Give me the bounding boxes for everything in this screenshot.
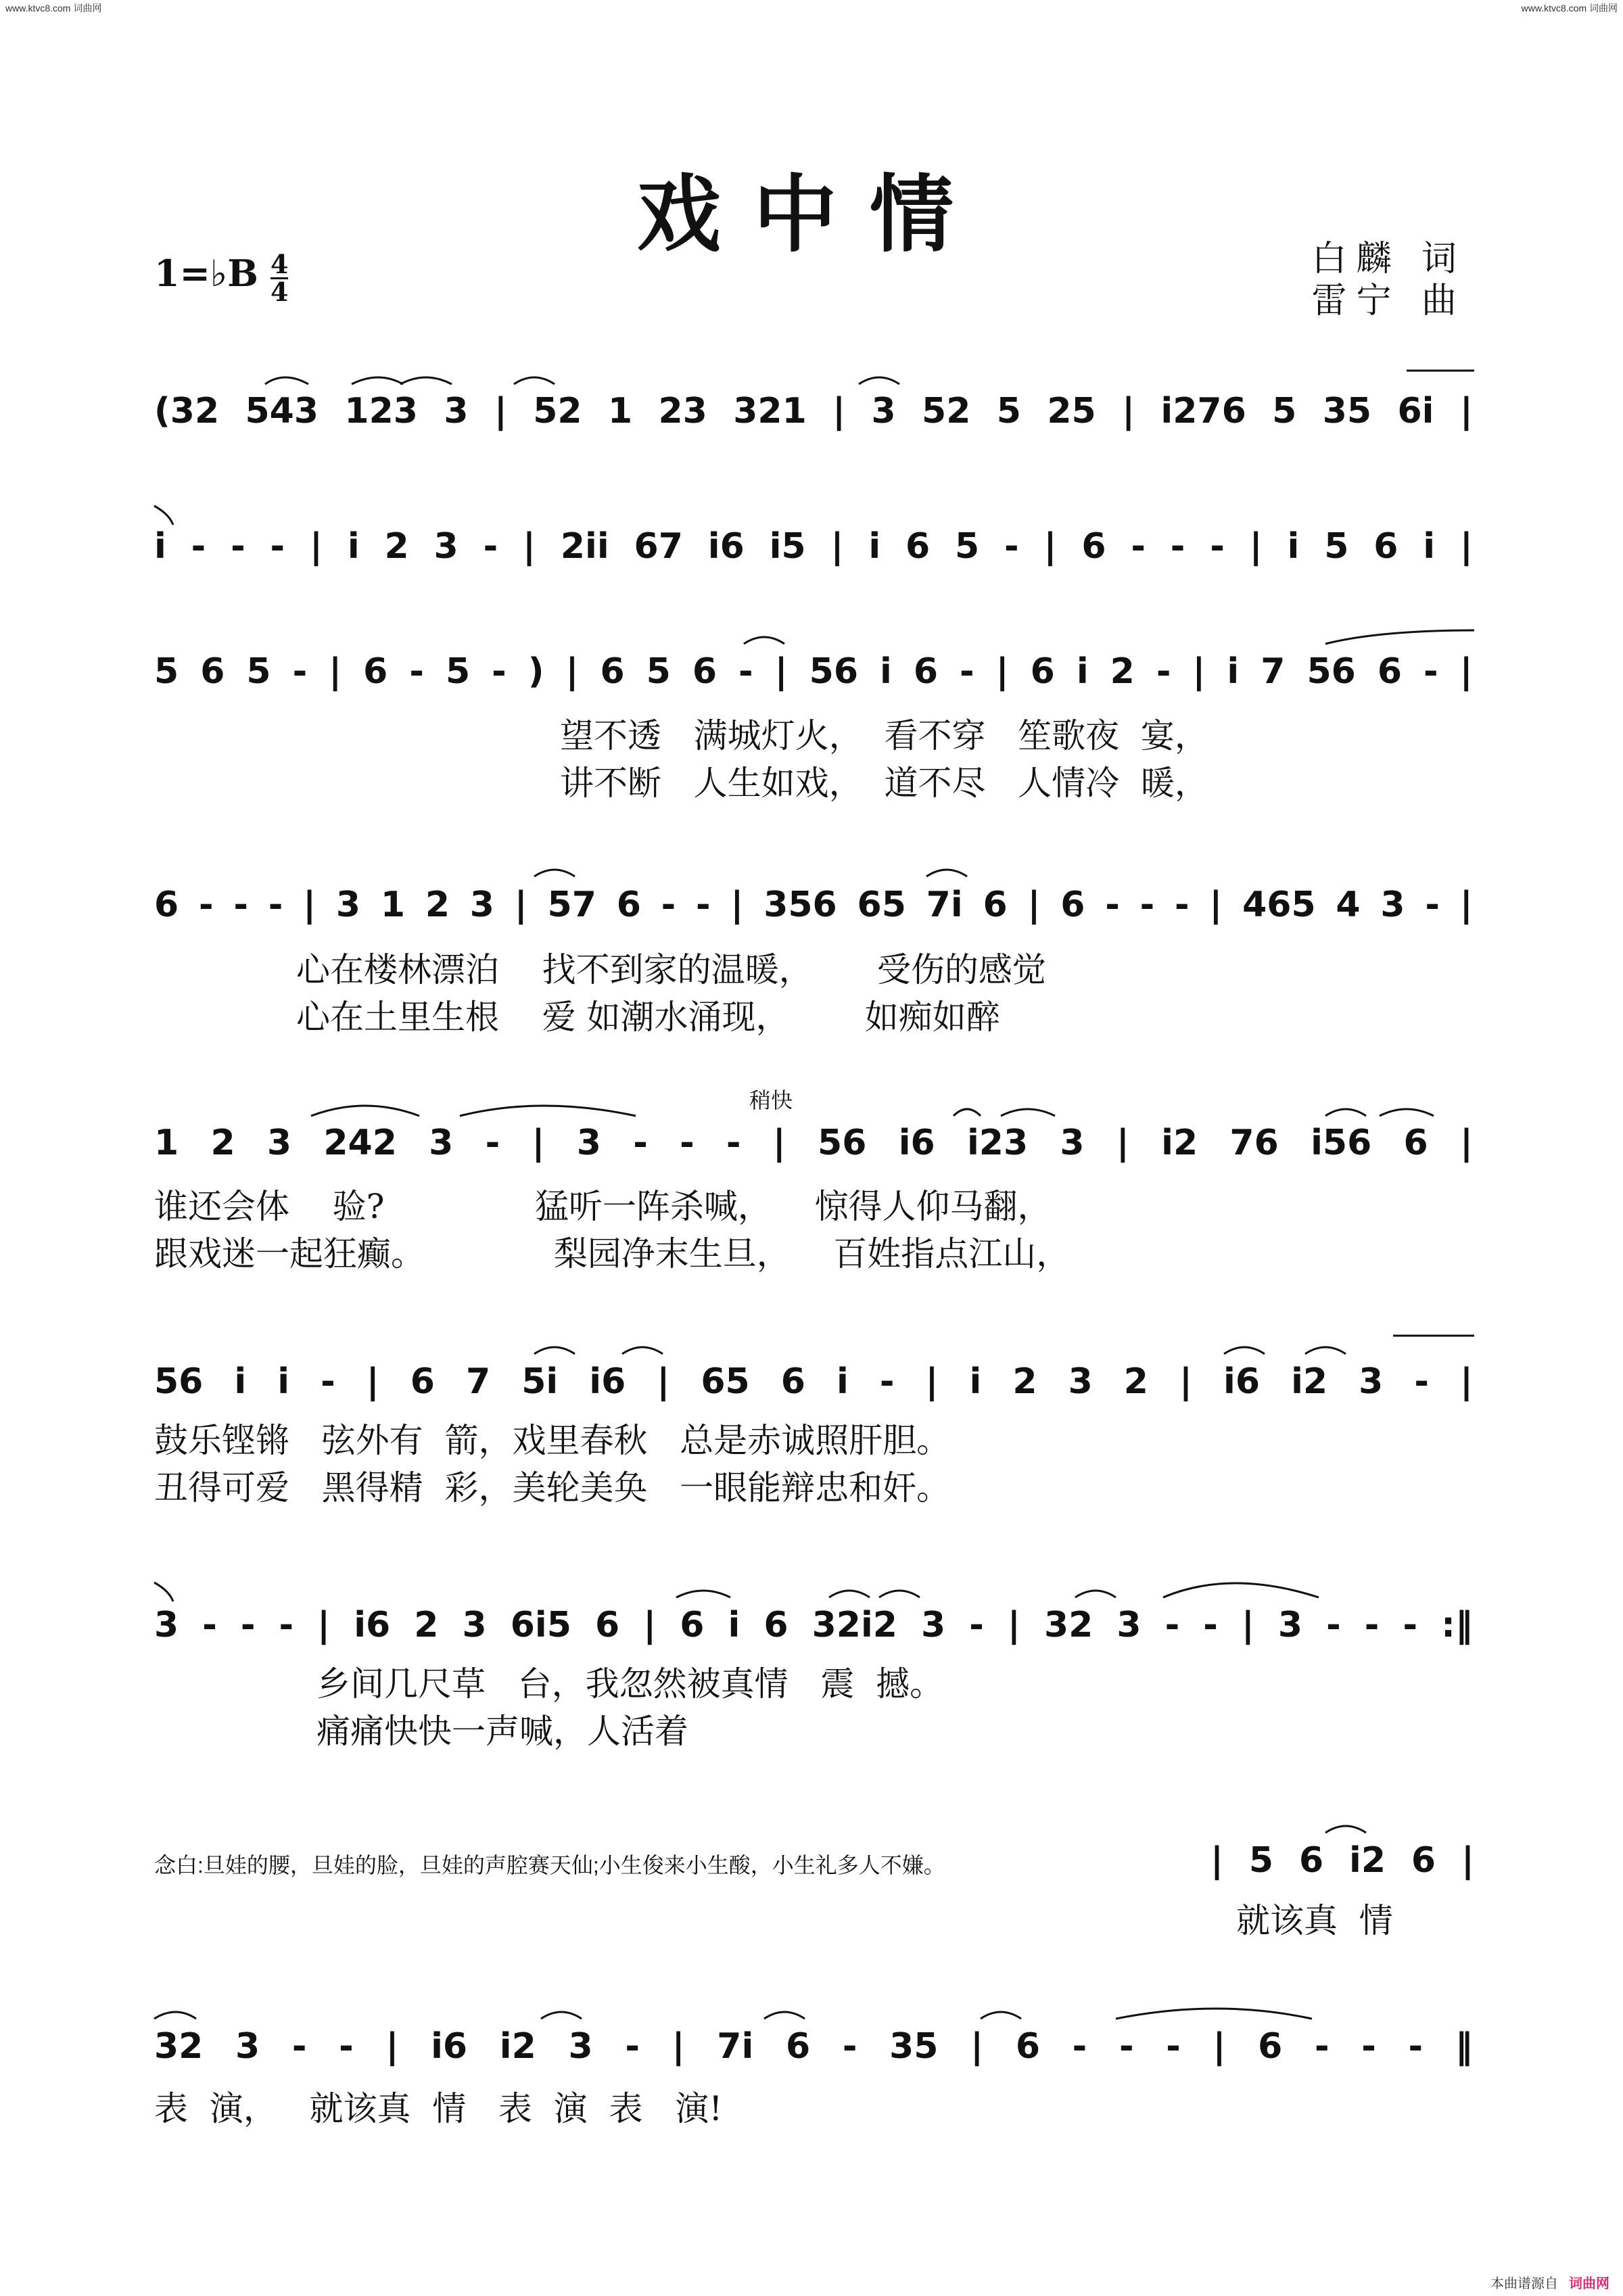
note-group: 6 — [785, 2026, 811, 2067]
barline: | — [1241, 1605, 1254, 1645]
lyric-line-8: 就该真 情 — [1236, 1901, 1393, 1940]
tempo-mark: 稍快 — [749, 1088, 793, 1112]
staff-row-2 — [154, 514, 1473, 579]
note-group: 6 — [1411, 1840, 1436, 1881]
note-group: 3 — [921, 1605, 946, 1645]
staff-row-5 — [154, 1110, 1473, 1175]
note-group: i — [154, 526, 166, 567]
note-group: 6 — [1030, 651, 1055, 692]
lyric-line-5-verse-2: 跟戏迷一起狂癫。 梨园净末生旦， 百姓指点江山， — [154, 1234, 1071, 1273]
note-group: - — [1424, 651, 1438, 692]
note-group: 1 — [154, 1123, 179, 1163]
lyric-line-9: 表 演， 就该真 情 表 演 表 演! — [154, 2089, 723, 2128]
note-group: i2 — [1349, 1840, 1386, 1881]
note-group: 6 — [913, 651, 939, 692]
lyric-line-5-verse-1: 谁还会体 验? 猛听一阵杀喊， 惊得人仰马翻， — [154, 1187, 1052, 1226]
note-group: 2ii — [560, 526, 609, 567]
note-group: 6 — [1258, 2026, 1283, 2067]
note-group: i — [728, 1605, 740, 1645]
note-group: 6 — [692, 651, 718, 692]
staff-row-3 — [154, 639, 1473, 704]
barline: | — [772, 1123, 786, 1163]
note-group: 65 — [701, 1361, 750, 1402]
footer-source — [1490, 2272, 1609, 2292]
lyric-line-4-verse-2: 心在土里生根 爱 如潮水涌现， 如痴如醉 — [296, 998, 1000, 1037]
note-group: (32 — [154, 391, 220, 431]
barline: | — [925, 1361, 939, 1402]
note-group: 3 — [235, 2026, 260, 2067]
barline: | — [995, 651, 1009, 692]
barline: :‖ — [1441, 1605, 1473, 1645]
note-group: 2 — [414, 1605, 439, 1645]
note-group: - — [1174, 885, 1190, 925]
staff-row-9 — [154, 2014, 1473, 2079]
note-group: - — [1119, 2026, 1134, 2067]
header-site-right: www.ktvc8.com 词曲网 — [1521, 3, 1618, 14]
note-group: - — [321, 1361, 335, 1402]
staff-row-1 — [154, 379, 1473, 444]
note-group: 6 — [1377, 651, 1402, 692]
note-group: - — [842, 2026, 857, 2067]
note-group: 2 — [1012, 1361, 1037, 1402]
note-group: 5i — [521, 1361, 559, 1402]
note-group: - — [1156, 651, 1171, 692]
note-group: - — [969, 1605, 984, 1645]
note-group: i6 — [354, 1605, 391, 1645]
staff-row-8 — [1210, 1828, 1474, 1893]
barline: | — [657, 1361, 670, 1402]
barline: | — [514, 885, 527, 925]
note-group: - — [1326, 1605, 1341, 1645]
note-group: i6 — [898, 1123, 935, 1163]
barline: | — [366, 1361, 379, 1402]
note-group: 35 — [1322, 391, 1372, 431]
barline: | — [317, 1605, 331, 1645]
note-group: 6 — [200, 651, 225, 692]
note-group: 65 — [857, 885, 906, 925]
header-site-left: www.ktvc8.com 词曲网 — [5, 3, 102, 14]
note-group: - — [409, 651, 424, 692]
note-group: - — [960, 651, 974, 692]
note-group: 3 — [462, 1605, 487, 1645]
note-group: 1 — [380, 885, 406, 925]
note-group: - — [1139, 885, 1155, 925]
note-group: - — [202, 1605, 217, 1645]
note-group: - — [240, 1605, 256, 1645]
notation-line-3 — [154, 639, 1473, 704]
note-group: ) — [527, 651, 544, 692]
barline: | — [1192, 651, 1206, 692]
note-group: 6 — [154, 885, 179, 925]
notation-line-8 — [1210, 1828, 1474, 1893]
note-group: 543 — [245, 391, 319, 431]
note-group: 3 — [576, 1123, 601, 1163]
note-group: i — [868, 526, 881, 567]
notation-line-9 — [154, 2014, 1473, 2079]
barline: | — [1210, 1840, 1223, 1881]
note-group: i6 — [707, 526, 745, 567]
note-group: - — [680, 1123, 695, 1163]
note-group: - — [292, 651, 308, 692]
note-group: 6i — [1397, 391, 1434, 431]
barline: | — [1007, 1605, 1020, 1645]
lyric-line-3-verse-2: 讲不断 人生如戏， 道不尽 人情冷 暖， — [560, 764, 1208, 803]
footer-source-text: 本曲谱源自 — [1490, 2276, 1558, 2291]
note-group: 32i2 — [812, 1605, 897, 1645]
time-signature-top: 4 — [270, 249, 289, 279]
note-group: - — [633, 1123, 648, 1163]
note-group: - — [1072, 2026, 1087, 2067]
note-group: 5 — [1272, 391, 1297, 431]
barline: | — [774, 651, 788, 692]
note-group: 67 — [634, 526, 683, 567]
note-group: i — [969, 1361, 982, 1402]
note-group: 5 — [1324, 526, 1349, 567]
note-group: 6i5 — [510, 1605, 571, 1645]
note-group: 123 — [344, 391, 418, 431]
note-group: 3 — [266, 1123, 292, 1163]
note-group: 7 — [1261, 651, 1286, 692]
lyric-line-7-verse-1: 乡间几尺草 台，我忽然被真情 震 撼。 — [316, 1664, 944, 1704]
barline: | — [730, 885, 744, 925]
note-group: 3 — [1277, 1605, 1303, 1645]
note-group: 5 — [154, 651, 179, 692]
note-group: 6 — [410, 1361, 435, 1402]
staff-row-4 — [154, 872, 1473, 937]
note-group: i — [277, 1361, 290, 1402]
note-group: 23 — [658, 391, 707, 431]
note-group: i6 — [1223, 1361, 1261, 1402]
note-group: i276 — [1160, 391, 1246, 431]
note-group: 56 — [818, 1123, 867, 1163]
note-group: 5 — [246, 651, 271, 692]
note-group: 6 — [905, 526, 931, 567]
note-group: 6 — [780, 1361, 805, 1402]
barline: | — [1459, 1123, 1473, 1163]
note-group: - — [492, 651, 507, 692]
note-group: i2 — [1291, 1361, 1328, 1402]
spoken-dialogue-note: 念白:旦娃的腰，旦娃的脸，旦娃的声腔赛天仙;小生俊来小生酸，小生礼多人不嫌。 — [154, 1853, 945, 1877]
note-group: 25 — [1047, 391, 1096, 431]
barline: | — [970, 2026, 984, 2067]
note-group: 7i — [926, 885, 963, 925]
barline: | — [523, 526, 536, 567]
note-group: 5 — [646, 651, 671, 692]
note-group: 3 — [429, 1123, 454, 1163]
note-group: 6 — [363, 651, 388, 692]
note-group: 6 — [1403, 1123, 1428, 1163]
barline: | — [309, 526, 323, 567]
barline: | — [1459, 1361, 1473, 1402]
note-group: - — [339, 2026, 354, 2067]
note-group: 3 — [433, 526, 458, 567]
notation-line-5 — [154, 1110, 1473, 1175]
note-group: - — [625, 2026, 640, 2067]
note-group: 6 — [616, 885, 641, 925]
note-group: - — [291, 2026, 307, 2067]
note-group: 1 — [607, 391, 633, 431]
note-group: - — [279, 1605, 294, 1645]
note-group: - — [1414, 1361, 1429, 1402]
barline: | — [532, 1123, 545, 1163]
barline: | — [329, 651, 342, 692]
note-group: - — [696, 885, 711, 925]
note-group: - — [485, 1123, 500, 1163]
note-group: - — [879, 1361, 895, 1402]
note-group: i23 — [966, 1123, 1029, 1163]
note-group: i — [1227, 651, 1240, 692]
barline: | — [672, 2026, 685, 2067]
barline: | — [1116, 1123, 1129, 1163]
note-group: - — [1004, 526, 1019, 567]
note-group: 5 — [996, 391, 1021, 431]
note-group: - — [661, 885, 676, 925]
barline: | — [494, 391, 507, 431]
barline: | — [1179, 1361, 1192, 1402]
barline: | — [385, 2026, 399, 2067]
barline: | — [1459, 526, 1473, 567]
barline: | — [643, 1605, 657, 1645]
note-group: 6 — [983, 885, 1008, 925]
barline: | — [1209, 885, 1223, 925]
note-group: 6 — [1015, 2026, 1040, 2067]
song-title: 戏中情 — [636, 166, 986, 264]
notation-line-7 — [154, 1593, 1473, 1658]
note-group: 3 — [871, 391, 896, 431]
note-group: i — [347, 526, 360, 567]
lyric-line-4-verse-1: 心在楼林漂泊 找不到家的温暖， 受伤的感觉 — [296, 950, 1046, 989]
barline: | — [565, 651, 579, 692]
note-group: 3 — [1068, 1361, 1093, 1402]
note-group: - — [1364, 1605, 1380, 1645]
note-group: 3 — [1359, 1361, 1384, 1402]
note-group: 3 — [1116, 1605, 1142, 1645]
footer-brand: 词曲网 — [1569, 2276, 1609, 2291]
note-group: - — [1170, 526, 1185, 567]
note-group: 52 — [922, 391, 971, 431]
note-group: 56 — [809, 651, 859, 692]
lyric-line-7-verse-2: 痛痛快快一声喊，人活着 — [316, 1712, 688, 1751]
note-group: 6 — [1081, 526, 1106, 567]
notation-line-6 — [154, 1349, 1473, 1414]
note-group: - — [483, 526, 498, 567]
note-group: - — [270, 526, 285, 567]
composer-credit: 雷宁 曲 — [1311, 281, 1466, 321]
note-group: - — [1315, 2026, 1330, 2067]
notation-line-4 — [154, 872, 1473, 937]
note-group: 3 — [1060, 1123, 1085, 1163]
barline: ‖ — [1455, 2026, 1473, 2067]
note-group: - — [1165, 1605, 1180, 1645]
key-signature: 1=♭B — [154, 252, 258, 295]
note-group: 35 — [889, 2026, 939, 2067]
note-group: i — [880, 651, 892, 692]
barline: | — [1459, 651, 1473, 692]
note-group: 4 — [1336, 885, 1361, 925]
note-group: i6 — [431, 2026, 468, 2067]
note-group: - — [198, 885, 214, 925]
note-group: - — [231, 526, 245, 567]
note-group: 2 — [425, 885, 450, 925]
note-group: i6 — [589, 1361, 626, 1402]
note-group: i5 — [769, 526, 806, 567]
note-group: 2 — [210, 1123, 235, 1163]
note-group: 56 — [154, 1361, 204, 1402]
note-group: 465 — [1242, 885, 1316, 925]
barline: | — [832, 391, 846, 431]
note-group: 321 — [733, 391, 807, 431]
note-group: 32 — [1043, 1605, 1093, 1645]
lyric-line-6-verse-1: 鼓乐铿锵 弦外有 箭，戏里春秋 总是赤诚照肝胆。 — [154, 1421, 951, 1460]
barline: | — [303, 885, 316, 925]
note-group: i — [836, 1361, 849, 1402]
note-group: - — [191, 526, 206, 567]
note-group: 242 — [323, 1123, 397, 1163]
time-signature-bottom: 4 — [270, 277, 289, 307]
barline: | — [1461, 1840, 1474, 1881]
note-group: 5 — [955, 526, 980, 567]
barline: | — [1027, 885, 1041, 925]
note-group: i — [1287, 526, 1300, 567]
note-group: 2 — [384, 526, 409, 567]
note-group: 3 — [154, 1605, 179, 1645]
note-group: 56 — [1307, 651, 1356, 692]
note-group: 7 — [466, 1361, 491, 1402]
note-group: - — [738, 651, 753, 692]
barline: | — [1459, 885, 1473, 925]
lyric-line-3-verse-1: 望不透 满城灯火， 看不穿 笙歌夜 宴， — [560, 716, 1208, 755]
note-group: i — [234, 1361, 247, 1402]
note-group: 6 — [680, 1605, 705, 1645]
note-group: 6 — [1060, 885, 1085, 925]
note-group: - — [1425, 885, 1440, 925]
note-group: 32 — [154, 2026, 204, 2067]
barline: | — [1249, 526, 1263, 567]
notation-line-2 — [154, 514, 1473, 579]
note-group: 3 — [335, 885, 361, 925]
note-group: - — [726, 1123, 741, 1163]
lyricist-credit: 白麟 词 — [1311, 239, 1466, 279]
note-group: 2 — [1110, 651, 1135, 692]
note-group: 2 — [1123, 1361, 1148, 1402]
note-group: 6 — [763, 1605, 789, 1645]
note-group: 76 — [1229, 1123, 1279, 1163]
barline: | — [1043, 526, 1057, 567]
note-group: 6 — [1298, 1840, 1324, 1881]
note-group: i — [1423, 526, 1436, 567]
note-group: - — [268, 885, 283, 925]
note-group: 5 — [1248, 1840, 1274, 1881]
note-group: - — [233, 885, 248, 925]
note-group: 3 — [444, 391, 469, 431]
note-group: 6 — [594, 1605, 620, 1645]
note-group: i — [1076, 651, 1089, 692]
time-signature — [270, 249, 289, 307]
barline: | — [1213, 2026, 1226, 2067]
lyric-line-6-verse-2: 丑得可爱 黑得精 彩，美轮美奂 一眼能辩忠和奸。 — [154, 1468, 951, 1507]
note-group: 57 — [547, 885, 596, 925]
note-group: - — [1361, 2026, 1376, 2067]
note-group: - — [1408, 2026, 1424, 2067]
note-group: i56 — [1311, 1123, 1372, 1163]
staff-row-6 — [154, 1349, 1473, 1414]
note-group: i2 — [1161, 1123, 1198, 1163]
note-group: 3 — [469, 885, 494, 925]
note-group: - — [1131, 526, 1146, 567]
notation-line-1 — [154, 379, 1473, 444]
barline: | — [830, 526, 844, 567]
note-group: - — [1105, 885, 1120, 925]
staff-row-7 — [154, 1593, 1473, 1658]
barline: | — [1459, 391, 1473, 431]
note-group: 7i — [717, 2026, 754, 2067]
note-group: i2 — [499, 2026, 536, 2067]
note-group: 6 — [1373, 526, 1398, 567]
note-group: 52 — [533, 391, 582, 431]
note-group: 3 — [1380, 885, 1405, 925]
note-group: 3 — [568, 2026, 593, 2067]
note-group: 356 — [763, 885, 837, 925]
barline: | — [1122, 391, 1135, 431]
note-group: 5 — [445, 651, 471, 692]
note-group: 6 — [600, 651, 625, 692]
note-group: - — [1210, 526, 1225, 567]
note-group: - — [1203, 1605, 1218, 1645]
note-group: - — [1403, 1605, 1418, 1645]
note-group: - — [1166, 2026, 1181, 2067]
